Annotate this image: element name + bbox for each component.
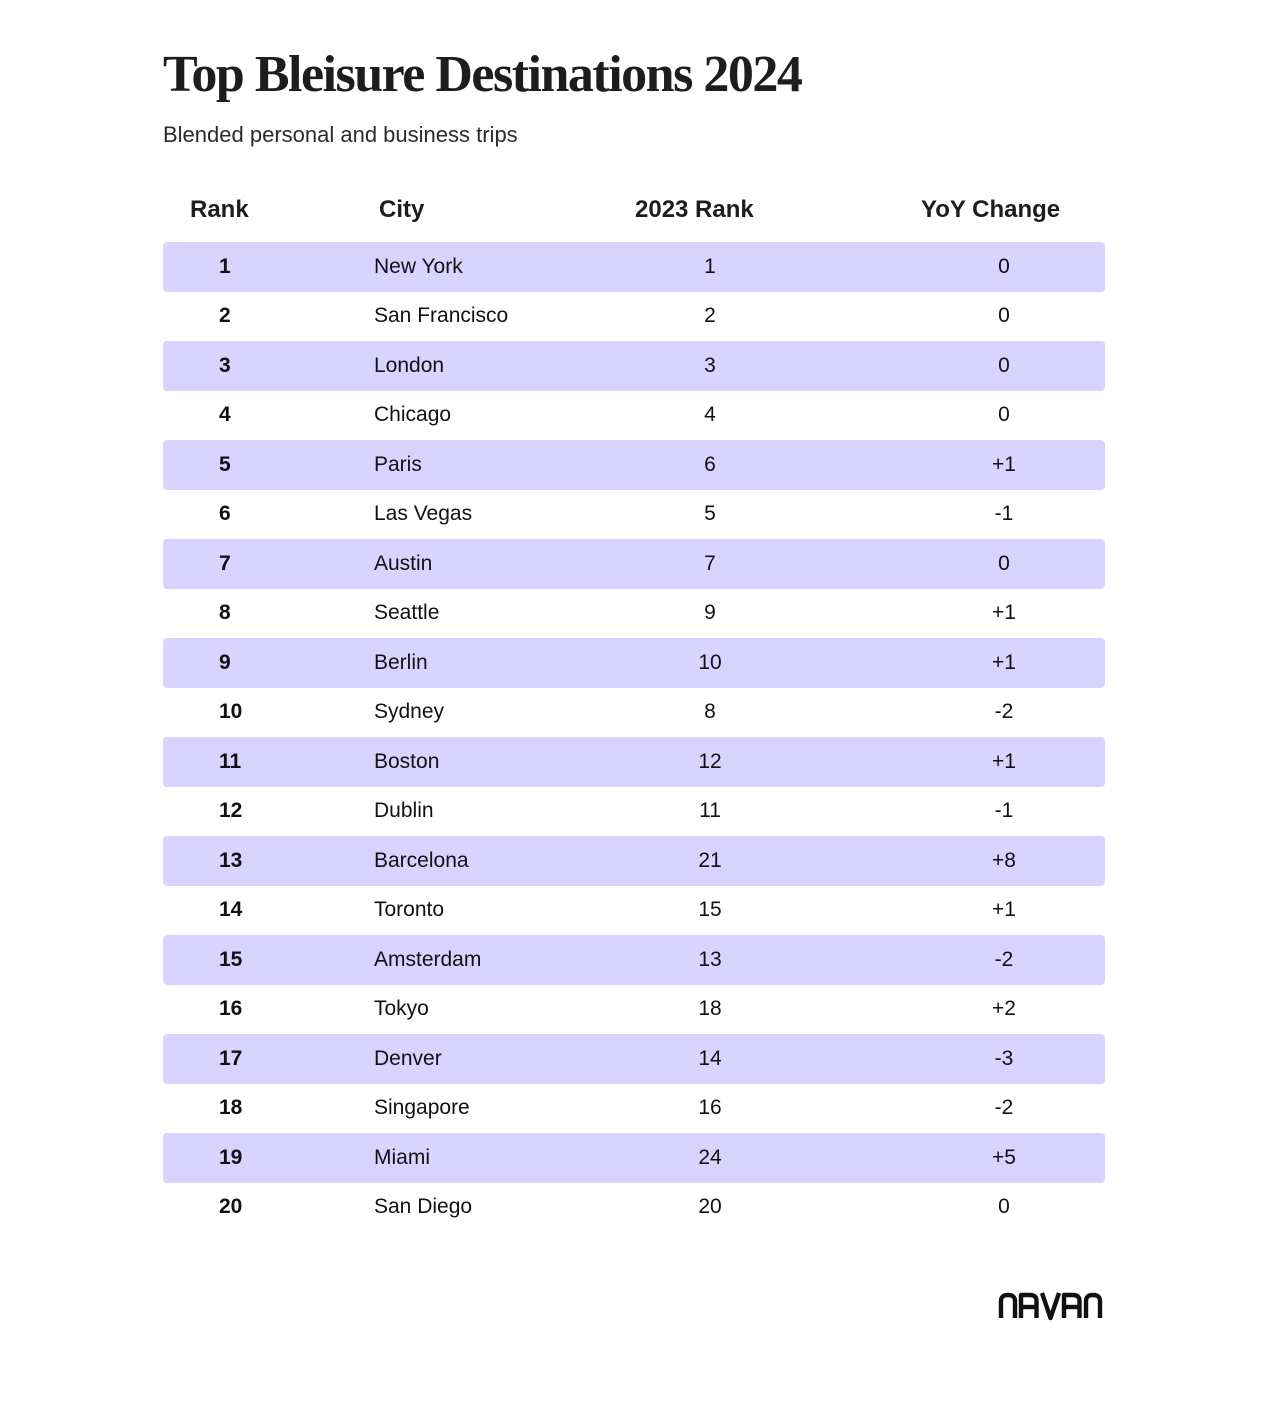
cell-rank: 6 (219, 502, 231, 526)
cell-rank: 17 (219, 1046, 243, 1070)
table-row: 9 Berlin 10 +1 (163, 638, 1105, 688)
column-header-yoy-change: YoY Change (921, 196, 1061, 223)
cell-rank: 2 (219, 304, 231, 328)
cell-rank: 12 (219, 799, 243, 823)
cell-rank: 11 (219, 749, 242, 773)
table-row: 6 Las Vegas 5 -1 (163, 490, 1105, 540)
table-row: 18 Singapore 16 -2 (163, 1084, 1105, 1134)
cell-city: Amsterdam (374, 947, 482, 971)
table-row: 13 Barcelona 21 +8 (163, 836, 1105, 886)
cell-rank: 16 (219, 997, 243, 1021)
cell-city: Tokyo (374, 997, 429, 1021)
page-title: Top Bleisure Destinations 2024 (163, 46, 802, 103)
cell-city: Toronto (374, 898, 445, 922)
cell-rank: 5 (219, 452, 231, 476)
cell-rank: 15 (219, 947, 243, 971)
cell-rank: 20 (219, 1195, 243, 1219)
table-row: 5 Paris 6 +1 (163, 440, 1105, 490)
column-header-city: City (379, 196, 425, 223)
table-row: 3 London 3 0 (163, 341, 1105, 391)
cell-city: San Diego (374, 1195, 473, 1219)
cell-rank: 18 (219, 1096, 243, 1120)
cell-city: Seattle (374, 601, 440, 625)
table-row: 7 Austin 7 0 (163, 539, 1105, 589)
cell-city: Denver (374, 1046, 442, 1070)
cell-city: Boston (374, 749, 440, 773)
cell-city: Chicago (374, 403, 452, 427)
table-row: 11 Boston 12 +1 (163, 737, 1105, 787)
table-row: 17 Denver 14 -3 (163, 1034, 1105, 1084)
table-row: 20 San Diego 20 0 (163, 1183, 1105, 1233)
cell-city: Barcelona (374, 848, 469, 872)
cell-city: Las Vegas (374, 502, 473, 526)
cell-rank: 1 (219, 254, 231, 278)
column-header-rank: Rank (190, 196, 249, 223)
table-body (163, 242, 1105, 1232)
cell-city: Singapore (374, 1096, 470, 1120)
cell-city: Berlin (374, 650, 428, 674)
cell-rank: 7 (219, 551, 231, 575)
cell-rank: 9 (219, 650, 231, 674)
cell-city: Miami (374, 1145, 430, 1169)
cell-rank: 3 (219, 353, 231, 377)
cell-city: Austin (374, 551, 433, 575)
column-header-2023-rank: 2023 Rank (635, 196, 754, 223)
table-row: 14 Toronto 15 +1 (163, 886, 1105, 936)
cell-city: Paris (374, 452, 422, 476)
table-row: 10 Sydney 8 -2 (163, 688, 1105, 738)
cell-city: Dublin (374, 799, 434, 823)
table-row: 15 Amsterdam 13 -2 (163, 935, 1105, 985)
cell-rank: 4 (219, 403, 231, 427)
table-row: 1 New York 1 0 (163, 242, 1105, 292)
rankings-table (163, 189, 1105, 1219)
table-row: 16 Tokyo 18 +2 (163, 985, 1105, 1035)
table-row: 12 Dublin 11 -1 (163, 787, 1105, 837)
table-row: 8 Seattle 9 +1 (163, 589, 1105, 639)
cell-rank: 13 (219, 848, 243, 872)
cell-rank: 10 (219, 700, 243, 724)
cell-rank: 14 (219, 898, 243, 922)
table-row: 19 Miami 24 +5 (163, 1133, 1105, 1183)
cell-city: Sydney (374, 700, 445, 724)
cell-rank: 8 (219, 601, 231, 625)
cell-city: London (374, 353, 445, 377)
table-header (163, 189, 1105, 233)
table-row: 2 San Francisco 2 0 (163, 292, 1105, 342)
table-row: 4 Chicago 4 0 (163, 391, 1105, 441)
cell-city: San Francisco (374, 304, 509, 328)
cell-city: New York (374, 254, 463, 278)
navan-logo (998, 1289, 1106, 1321)
cell-rank: 19 (219, 1145, 243, 1169)
page-subtitle: Blended personal and business trips (163, 122, 518, 147)
